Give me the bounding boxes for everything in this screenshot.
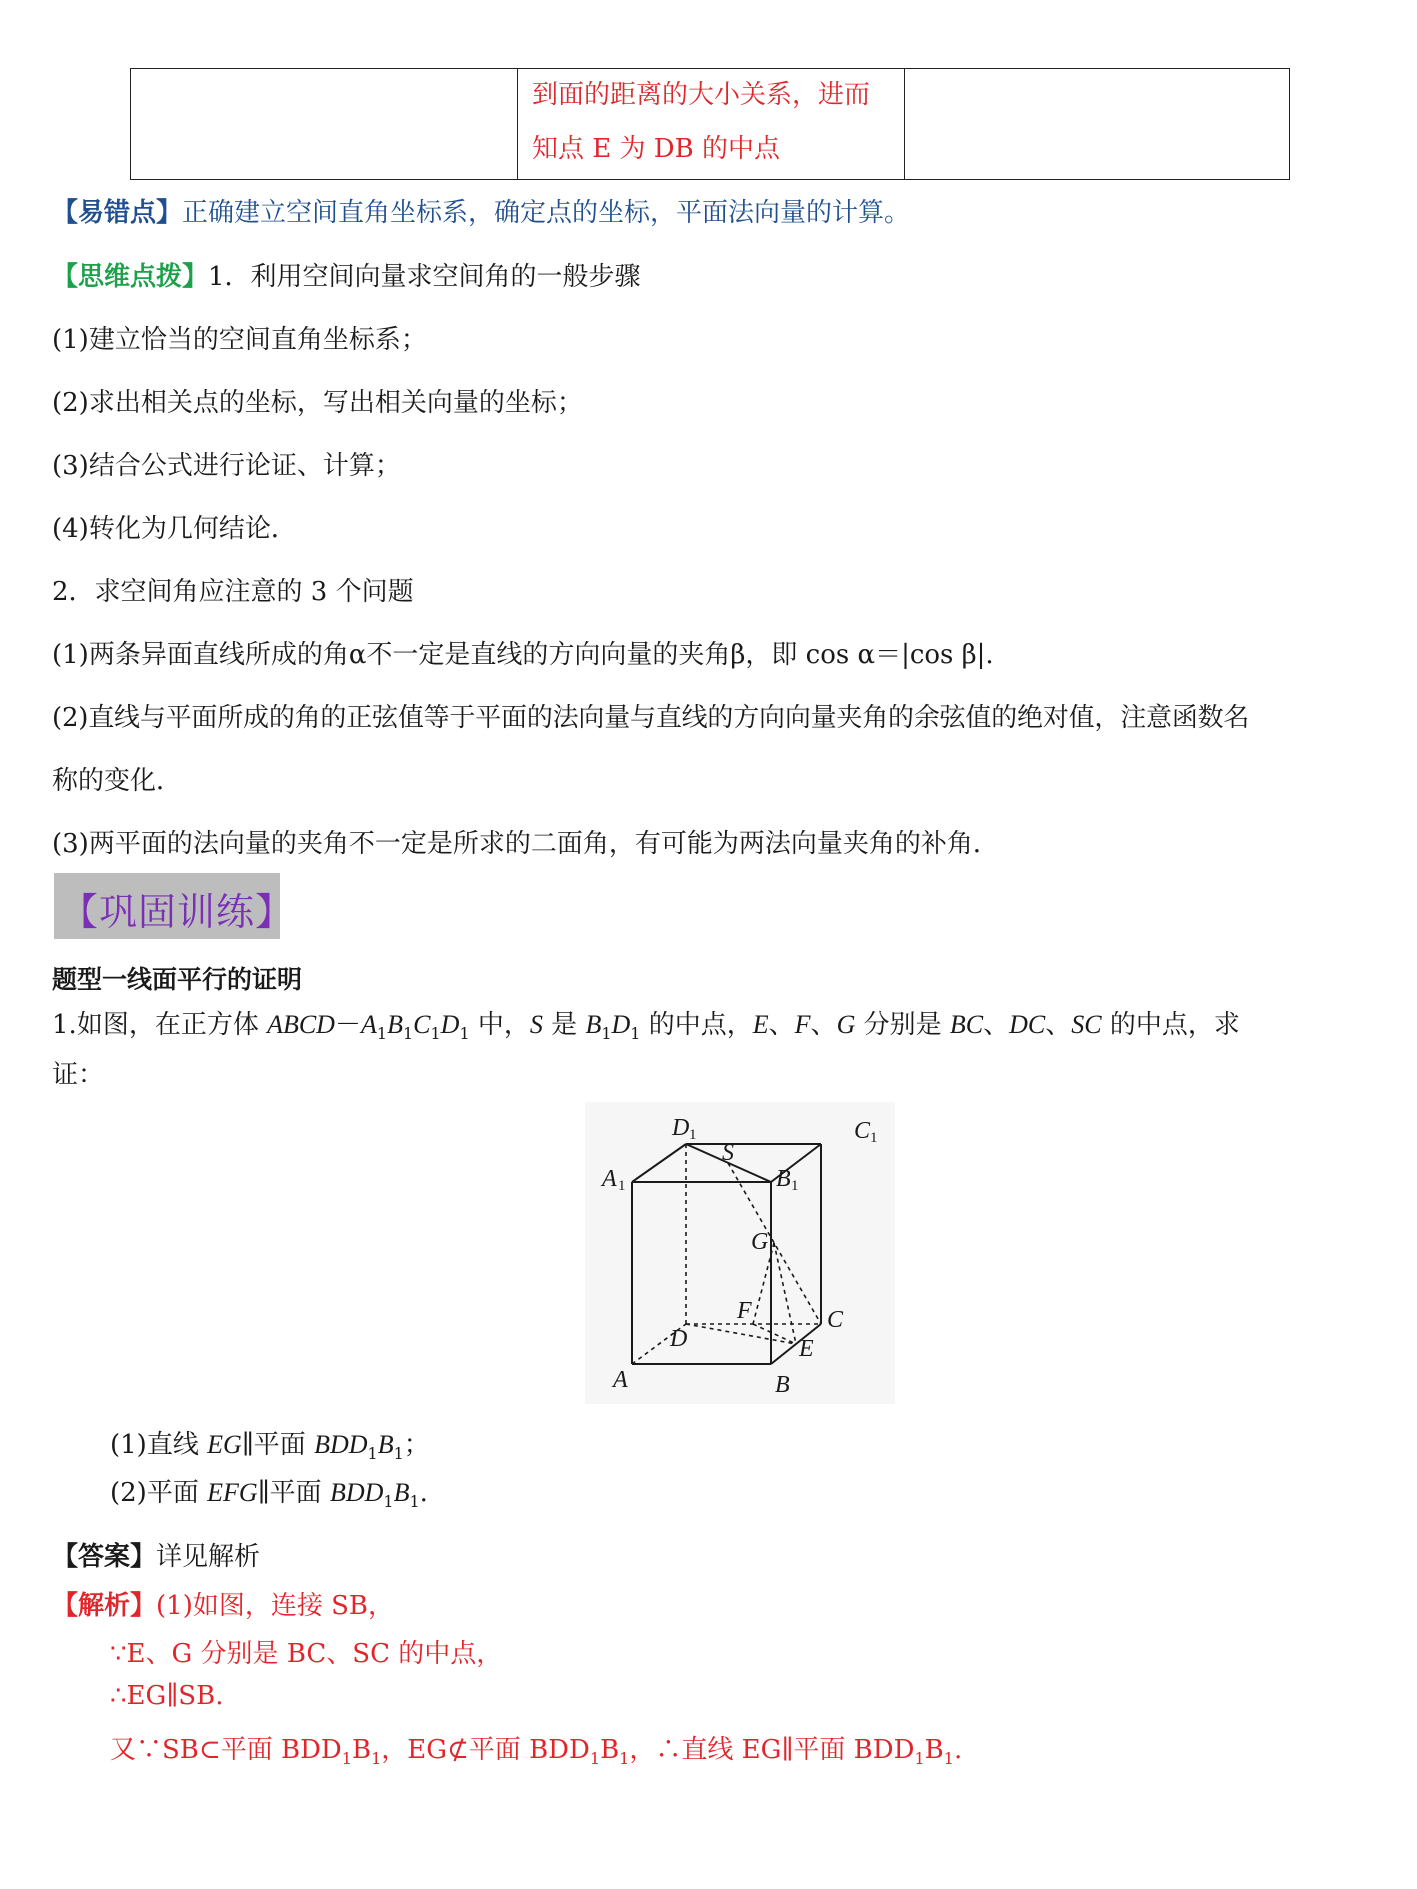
problem-text-5: 分别是: [855, 1010, 950, 1040]
analysis-line-2: ∵E、G 分别是 BC、SC 的中点，: [110, 1639, 503, 1669]
sub-1: 1: [367, 1444, 378, 1464]
math-g: G: [836, 1010, 856, 1039]
table-middle-line1: 到面的距离的大小关系，进而: [532, 80, 871, 110]
label-a1: A: [602, 1166, 617, 1192]
analysis-4f: B: [924, 1735, 944, 1765]
sub-1: 1: [943, 1749, 954, 1769]
thinking-note-1: (1)两条异面直线所成的角α不一定是直线的方向向量的夹角β，即 cos α＝|cos β|.: [52, 640, 994, 670]
sep: 、: [1045, 1010, 1072, 1040]
parallel-symbol: ∥: [257, 1478, 270, 1508]
answer-label: 【答案】: [52, 1542, 157, 1572]
analysis-line-4: [110, 1729, 962, 1768]
sub-1: 1: [459, 1024, 470, 1044]
sub-1: 1: [409, 1492, 420, 1512]
cube-diagram: [585, 1102, 895, 1404]
cube-figure: [585, 1102, 895, 1404]
thinking-step-3: (3)结合公式进行论证、计算；: [52, 451, 401, 481]
sub-1: 1: [393, 1444, 404, 1464]
thinking-heading1-text: 1．利用空间向量求空间角的一般步骤: [208, 262, 641, 292]
math-d: D: [440, 1010, 460, 1039]
answer-line: [52, 1536, 260, 1573]
problem-text-6: 的中点，求: [1101, 1010, 1240, 1040]
table-cell-left: [131, 69, 518, 180]
label-c: C: [827, 1307, 844, 1333]
problem-text-4: 的中点，: [640, 1010, 753, 1040]
hidden-f-e: [753, 1324, 796, 1344]
table-middle-line2: 知点 E 为 DB 的中点: [532, 134, 780, 164]
period: .: [419, 1478, 428, 1508]
sub-1: 1: [601, 1024, 612, 1044]
math-bdd: BDD: [314, 1430, 368, 1459]
analysis-line-3: ∴EG∥SB.: [110, 1681, 224, 1711]
sub-1: 1: [619, 1749, 630, 1769]
error-point-paragraph: [52, 192, 910, 229]
analysis-4c: ，EG⊄平面 BDD: [381, 1735, 590, 1765]
math-bc: BC: [949, 1010, 984, 1039]
math-e: E: [752, 1010, 769, 1039]
analysis-4g: .: [953, 1735, 963, 1765]
math-b: B: [387, 1010, 403, 1039]
problem-text-2: 中，: [469, 1010, 530, 1040]
q1-plane: 平面: [253, 1430, 315, 1460]
problem-line-1: [52, 1004, 1240, 1043]
thinking-step-1: (1)建立恰当的空间直角坐标系；: [52, 325, 427, 355]
label-c1-sub: 1: [870, 1130, 878, 1146]
math-sc: SC: [1071, 1010, 1102, 1039]
problem-text-1: 如图，在正方体: [76, 1010, 268, 1040]
thinking-step-4: (4)转化为几何结论．: [52, 514, 297, 544]
label-a: A: [613, 1367, 628, 1393]
problem-line-2: 证：: [52, 1060, 105, 1090]
question-1: [110, 1424, 430, 1463]
label-d: D: [670, 1326, 688, 1352]
answer-text: 详见解析: [156, 1542, 261, 1572]
sub-1: 1: [371, 1749, 382, 1769]
error-point-label: 【易错点】: [52, 198, 183, 228]
sub-1: 1: [430, 1024, 441, 1044]
hidden-d-e: [686, 1324, 796, 1344]
label-a1-sub: 1: [618, 1178, 626, 1194]
section-title-box: [54, 873, 295, 939]
sep: 、: [810, 1010, 837, 1040]
sub-1: 1: [402, 1024, 414, 1044]
semicolon: ；: [403, 1430, 430, 1460]
sub-1: 1: [341, 1749, 352, 1769]
sep: 、: [983, 1010, 1010, 1040]
label-s: S: [722, 1140, 734, 1166]
thinking-label: 【思维点拨】: [52, 262, 209, 292]
sub-1: 1: [383, 1492, 394, 1512]
thinking-note-2-line1: (2)直线与平面所成的角的正弦值等于平面的法向量与直线的方向向量夹角的余弦值的绝对值，注意函数名: [52, 703, 1250, 733]
math-dc: DC: [1009, 1010, 1046, 1039]
section-title: 【巩固训练】: [60, 890, 295, 934]
sub-1: 1: [376, 1024, 388, 1044]
question-2: [110, 1472, 428, 1511]
thinking-note-3: (3)两平面的法向量的夹角不一定是所求的二面角，有可能为两法向量夹角的补角．: [52, 829, 999, 859]
edge-a1-d1: [632, 1144, 686, 1182]
label-f: F: [737, 1298, 752, 1324]
hidden-g-e: [774, 1243, 796, 1344]
math-abcd: ABCD: [267, 1010, 335, 1039]
analysis-line-1: [52, 1585, 394, 1622]
label-g: G: [751, 1229, 769, 1255]
math-a: A: [360, 1010, 377, 1039]
math-d: D: [611, 1010, 631, 1039]
math-eg: EG: [207, 1430, 242, 1459]
q1-prefix: (1)直线: [110, 1430, 208, 1460]
math-minus: －: [334, 1010, 361, 1040]
math-c: C: [413, 1010, 431, 1039]
parallel-symbol: ∥: [241, 1430, 254, 1460]
math-b: B: [377, 1430, 394, 1459]
analysis-label: 【解析】: [52, 1591, 157, 1621]
math-b: B: [585, 1010, 602, 1039]
analysis-text-1: (1)如图，连接 SB，: [156, 1591, 395, 1621]
math-bdd: BDD: [329, 1478, 384, 1507]
problem-text-3: 是: [542, 1010, 586, 1040]
table-cell-middle: [518, 69, 905, 180]
label-b1: B: [776, 1166, 791, 1192]
problem-number: 1.: [52, 1010, 77, 1040]
sub-1: 1: [630, 1024, 641, 1044]
thinking-heading-1: [52, 256, 641, 293]
label-b1-sub: 1: [791, 1178, 799, 1194]
sub-1: 1: [914, 1749, 925, 1769]
sep: 、: [768, 1010, 795, 1040]
analysis-4b: B: [351, 1735, 372, 1765]
label-c1: C: [854, 1118, 871, 1144]
sub-1: 1: [589, 1749, 601, 1769]
thinking-heading-2: 2．求空间角应注意的 3 个问题: [52, 577, 414, 607]
thinking-note-2-line2: 称的变化．: [52, 766, 183, 796]
q2-plane: 平面: [269, 1478, 330, 1508]
top-table: [130, 68, 1290, 180]
math-f: F: [794, 1010, 811, 1039]
label-b: B: [775, 1372, 790, 1398]
math-efg: EFG: [207, 1478, 258, 1507]
error-point-text: 正确建立空间直角坐标系，确定点的坐标，平面法向量的计算。: [182, 198, 911, 228]
math-s: S: [529, 1010, 543, 1039]
label-e: E: [799, 1336, 814, 1362]
thinking-step-2: (2)求出相关点的坐标，写出相关向量的坐标；: [52, 388, 583, 418]
table-cell-right: [905, 69, 1290, 180]
math-b: B: [393, 1478, 410, 1507]
label-d1: D: [672, 1115, 690, 1141]
q2-prefix: (2)平面: [110, 1478, 208, 1508]
analysis-4d: B: [600, 1735, 620, 1765]
analysis-4e: ，∴直线 EG∥平面 BDD: [629, 1735, 915, 1765]
analysis-4a: 又∵SB⊂平面 BDD: [110, 1735, 342, 1765]
topic-title: 题型一线面平行的证明: [52, 965, 303, 994]
label-d1-sub: 1: [689, 1127, 697, 1143]
